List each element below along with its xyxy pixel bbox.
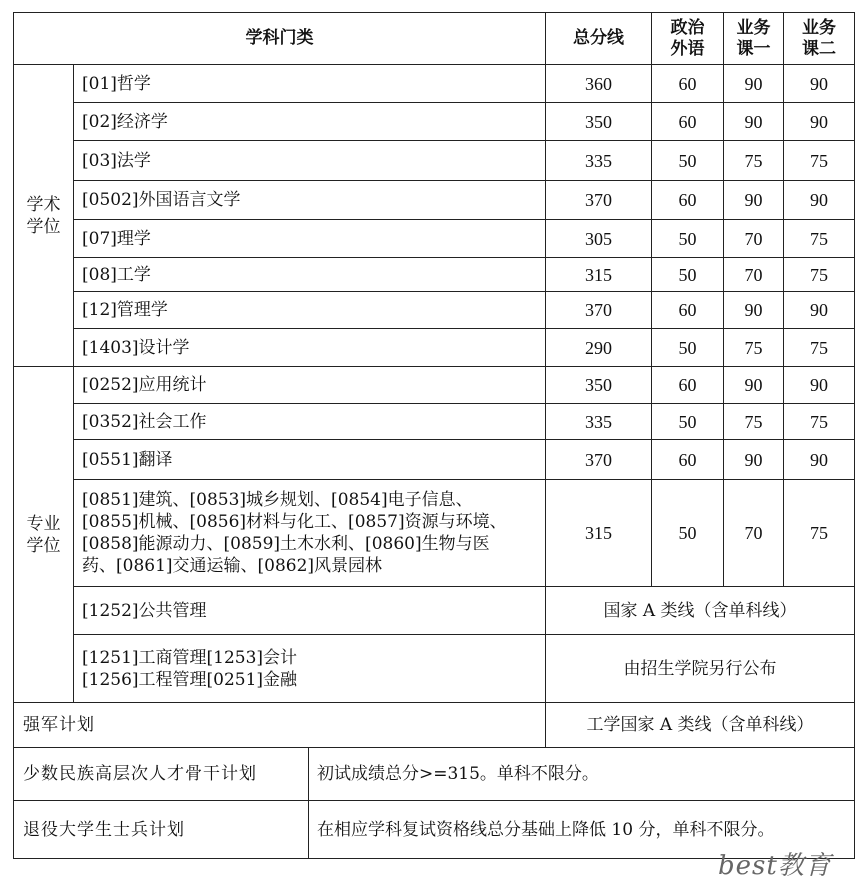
course2-score: 90 [784,65,855,103]
subject-name: [0502]外国语言文学 [74,181,546,220]
plan-name: 强军计划 [14,703,546,748]
professional-degree-label: 专业 学位 [14,367,74,703]
subject-name: [08]工学 [74,258,546,292]
politics-score: 50 [652,480,724,587]
politics-score: 60 [652,440,724,480]
politics-score: 60 [652,65,724,103]
subject-name: [0252]应用统计 [74,367,546,404]
course1-score: 90 [724,103,784,141]
table-row [14,587,855,635]
politics-score: 60 [652,181,724,220]
header-row [14,13,855,65]
table-row [14,440,855,480]
table-row [14,635,855,703]
score-table [13,12,855,859]
subject-name: [01]哲学 [74,65,546,103]
table-row [14,404,855,440]
subject-name: [1252]公共管理 [74,587,546,635]
header-course2: 业务 课二 [784,13,855,65]
business-subjects: [1251]工商管理[1253]会计 [1256]工程管理[0251]金融 [74,635,546,703]
course2-score: 90 [784,181,855,220]
header-total: 总分线 [546,13,652,65]
course2-score: 75 [784,220,855,258]
politics-score: 50 [652,258,724,292]
course2-score: 90 [784,103,855,141]
total-score: 290 [546,329,652,367]
table-row [14,181,855,220]
total-score: 315 [546,258,652,292]
politics-score: 50 [652,220,724,258]
table-row [14,703,855,748]
politics-score: 60 [652,103,724,141]
course1-score: 70 [724,258,784,292]
course1-score: 75 [724,329,784,367]
plan-note: 工学国家 A 类线（含单科线） [546,703,855,748]
table-row [14,748,855,801]
plan-name: 退役大学生士兵计划 [14,801,309,859]
course2-score: 75 [784,141,855,181]
subject-name: [0352]社会工作 [74,404,546,440]
watermark: best教育 [718,851,832,881]
politics-score: 50 [652,404,724,440]
course1-score: 75 [724,141,784,181]
table-row [14,103,855,141]
course1-score: 90 [724,181,784,220]
table-row [14,65,855,103]
subject-name: [07]理学 [74,220,546,258]
header-politics: 政治 外语 [652,13,724,65]
table-row [14,367,855,404]
total-score: 335 [546,141,652,181]
plan-name: 少数民族高层次人才骨干计划 [14,748,309,801]
total-score: 350 [546,103,652,141]
course2-score: 75 [784,329,855,367]
course2-score: 90 [784,292,855,329]
total-score: 315 [546,480,652,587]
course1-score: 90 [724,367,784,404]
politics-score: 60 [652,292,724,329]
course2-score: 90 [784,440,855,480]
subject-name: [12]管理学 [74,292,546,329]
course1-score: 90 [724,65,784,103]
subject-name: [0551]翻译 [74,440,546,480]
table-row [14,480,855,587]
total-score: 370 [546,181,652,220]
course2-score: 75 [784,404,855,440]
total-score: 305 [546,220,652,258]
engineering-subjects: [0851]建筑、[0853]城乡规划、[0854]电子信息、 [0855]机械、[0856]材料与化工、[0857]资源与环境、 [0858]能源动力、[0859]土木水利、[0860]生物与医 药、[0861]交通运输、[0862]风景园林 [74,480,546,587]
politics-score: 60 [652,367,724,404]
total-score: 370 [546,292,652,329]
total-score: 360 [546,65,652,103]
total-score: 370 [546,440,652,480]
course1-score: 90 [724,292,784,329]
header-category: 学科门类 [14,13,546,65]
course1-score: 70 [724,220,784,258]
politics-score: 50 [652,329,724,367]
course2-score: 75 [784,480,855,587]
course2-score: 75 [784,258,855,292]
academic-degree-label: 学术 学位 [14,65,74,367]
politics-score: 50 [652,141,724,181]
subject-name: [02]经济学 [74,103,546,141]
table-row [14,258,855,292]
table-row [14,292,855,329]
course1-score: 90 [724,440,784,480]
course1-score: 70 [724,480,784,587]
total-score: 350 [546,367,652,404]
subject-name: [03]法学 [74,141,546,181]
score-note: 国家 A 类线（含单科线） [546,587,855,635]
plan-note: 初试成绩总分>=315。单科不限分。 [309,748,855,801]
table-row [14,141,855,181]
table-row [14,329,855,367]
table-row [14,220,855,258]
course1-score: 75 [724,404,784,440]
header-course1: 业务 课一 [724,13,784,65]
course2-score: 90 [784,367,855,404]
score-note: 由招生学院另行公布 [546,635,855,703]
subject-name: [1403]设计学 [74,329,546,367]
total-score: 335 [546,404,652,440]
plan-note: 在相应学科复试资格线总分基础上降低 10 分，单科不限分。 [309,801,855,859]
